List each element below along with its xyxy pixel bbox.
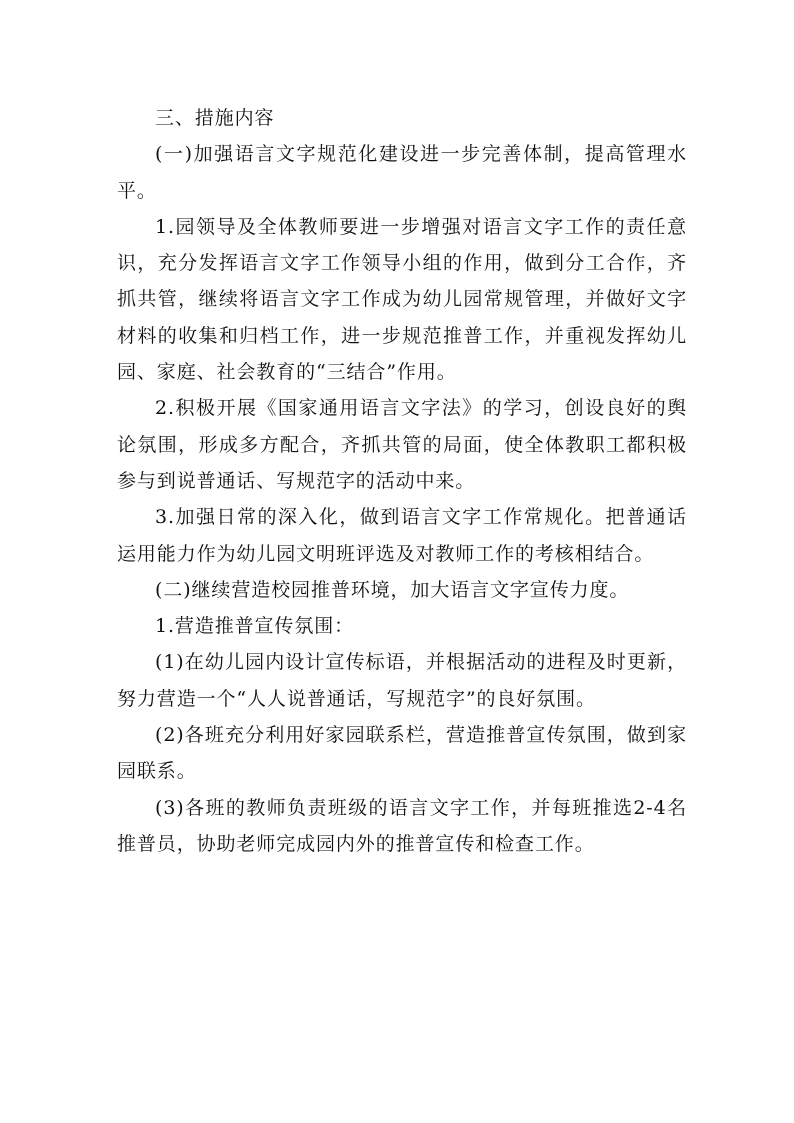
paragraph-3: 2.积极开展《国家通用语言文字法》的学习，创设良好的舆论氛围，形成多方配合，齐抓共管的局面，使全体教职工都积极参与到说普通话、写规范字的活动中来。 bbox=[117, 397, 687, 492]
paragraph-2: 1.园领导及全体教师要进一步增强对语言文字工作的责任意识，充分发挥语言文字工作领导小组的作用，做到分工合作，齐抓共管，继续将语言文字工作成为幼儿园常规管理，并做好文字材料的收集和归档工作，进一步规范推普工作，并重视发挥幼儿园、家庭、社会教育的“三结合”作用。 bbox=[117, 215, 687, 384]
document-body bbox=[117, 100, 687, 862]
paragraph-9: (3)各班的教师负责班级的语言文字工作，并每班推选2-4名推普员，协助老师完成园内外的推普宣传和检查工作。 bbox=[117, 796, 687, 855]
paragraph-5: (二)继续营造校园推普环境，加大语言文字宣传力度。 bbox=[155, 578, 630, 601]
paragraph-4: 3.加强日常的深入化，做到语言文字工作常规化。把普通话运用能力作为幼儿园文明班评选及对教师工作的考核相结合。 bbox=[117, 506, 687, 565]
paragraph-6: 1.营造推普宣传氛围： bbox=[155, 615, 355, 638]
section-heading: 三、措施内容 bbox=[155, 107, 275, 129]
paragraph-1: (一)加强语言文字规范化建设进一步完善体制，提高管理水平。 bbox=[117, 143, 687, 202]
paragraph-7: (1)在幼儿园内设计宣传标语，并根据活动的进程及时更新，努力营造一个“人人说普通话，写规范字”的良好氛围。 bbox=[117, 651, 687, 710]
paragraph-8: (2)各班充分利用好家园联系栏，营造推普宣传氛围，做到家园联系。 bbox=[117, 724, 687, 783]
